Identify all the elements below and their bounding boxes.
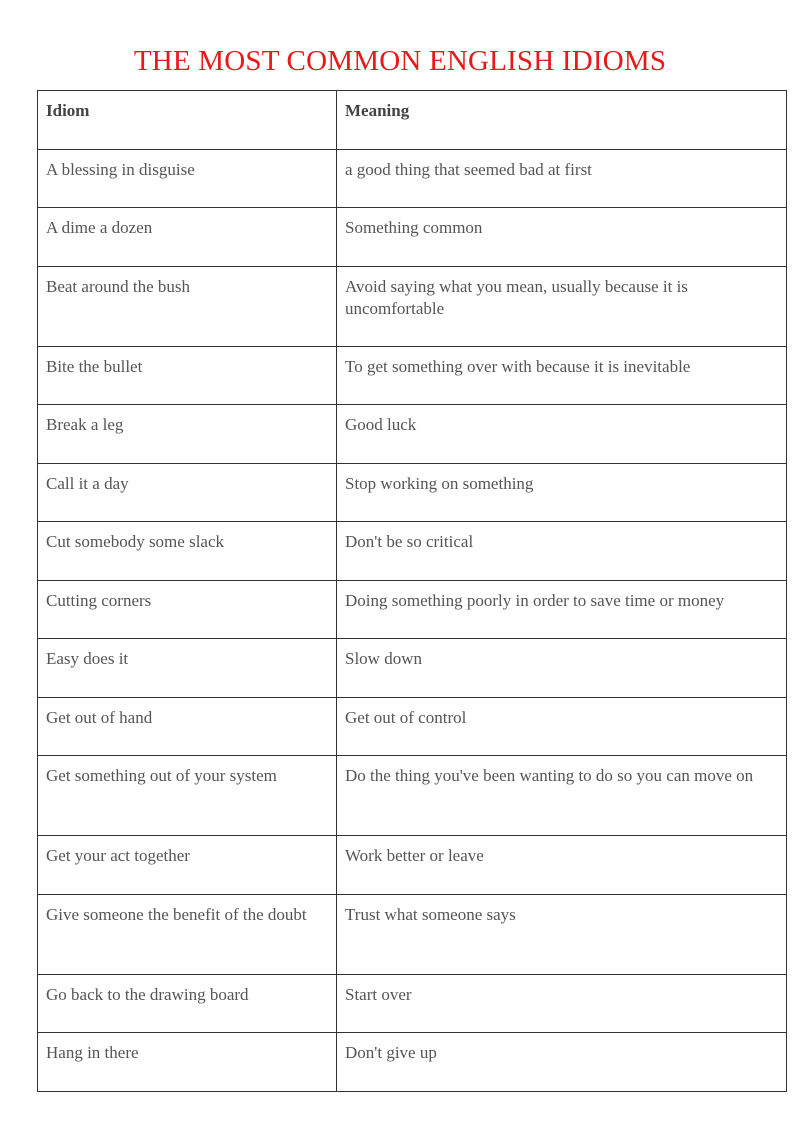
idiom-cell: Bite the bullet xyxy=(38,346,337,405)
meaning-cell: Doing something poorly in order to save time or money xyxy=(337,580,787,639)
meaning-cell: Avoid saying what you mean, usually because it is uncomfortable xyxy=(337,266,787,346)
idiom-cell: Get something out of your system xyxy=(38,756,337,836)
meaning-cell: Start over xyxy=(337,974,787,1033)
table-row xyxy=(38,149,787,208)
table-row xyxy=(38,346,787,405)
column-header-idiom: Idiom xyxy=(38,91,337,150)
table-row xyxy=(38,836,787,895)
idiom-cell: Easy does it xyxy=(38,639,337,698)
table-row xyxy=(38,974,787,1033)
idiom-cell: A blessing in disguise xyxy=(38,149,337,208)
meaning-cell: Stop working on something xyxy=(337,463,787,522)
table-row xyxy=(38,639,787,698)
idiom-cell: Call it a day xyxy=(38,463,337,522)
meaning-cell: Work better or leave xyxy=(337,836,787,895)
idiom-cell: Give someone the benefit of the doubt xyxy=(38,894,337,974)
idioms-table xyxy=(37,90,787,1092)
table-row xyxy=(38,463,787,522)
table-header-row xyxy=(38,91,787,150)
meaning-cell: Get out of control xyxy=(337,697,787,756)
column-header-meaning: Meaning xyxy=(337,91,787,150)
table-row xyxy=(38,697,787,756)
meaning-cell: Something common xyxy=(337,208,787,267)
table-row xyxy=(38,208,787,267)
table-row xyxy=(38,266,787,346)
meaning-cell: Don't give up xyxy=(337,1033,787,1092)
idiom-cell: A dime a dozen xyxy=(38,208,337,267)
idiom-cell: Get out of hand xyxy=(38,697,337,756)
table-row xyxy=(38,1033,787,1092)
idiom-cell: Break a leg xyxy=(38,405,337,464)
meaning-cell: Slow down xyxy=(337,639,787,698)
table-row xyxy=(38,894,787,974)
meaning-cell: Trust what someone says xyxy=(337,894,787,974)
idiom-cell: Get your act together xyxy=(38,836,337,895)
idiom-cell: Beat around the bush xyxy=(38,266,337,346)
table-row xyxy=(38,522,787,581)
meaning-cell: To get something over with because it is inevitable xyxy=(337,346,787,405)
table-row xyxy=(38,580,787,639)
meaning-cell: Don't be so critical xyxy=(337,522,787,581)
table-row xyxy=(38,405,787,464)
idiom-cell: Cut somebody some slack xyxy=(38,522,337,581)
idiom-cell: Cutting corners xyxy=(38,580,337,639)
meaning-cell: Do the thing you've been wanting to do so you can move on xyxy=(337,756,787,836)
page-title: THE MOST COMMON ENGLISH IDIOMS xyxy=(133,45,667,77)
idiom-cell: Go back to the drawing board xyxy=(38,974,337,1033)
meaning-cell: Good luck xyxy=(337,405,787,464)
table-row xyxy=(38,756,787,836)
meaning-cell: a good thing that seemed bad at first xyxy=(337,149,787,208)
idiom-cell: Hang in there xyxy=(38,1033,337,1092)
